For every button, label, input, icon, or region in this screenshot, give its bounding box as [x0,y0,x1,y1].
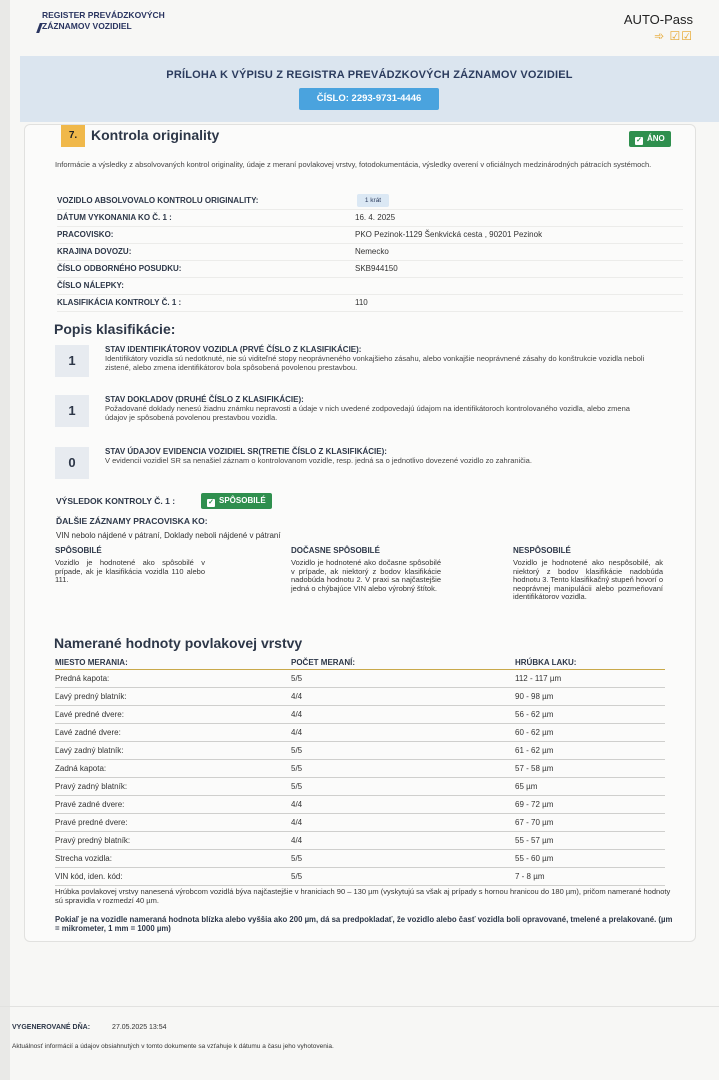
cell-thickness: 112 - 117 µm [515,674,562,683]
cell-thickness: 61 - 62 µm [515,746,554,755]
cell-count: 5/5 [291,854,303,863]
measurements-header [55,656,665,670]
cell-thickness: 56 - 62 µm [515,710,554,719]
cell-count: 4/4 [291,836,303,845]
cell-count: 4/4 [291,800,303,809]
result-badge: ✓ SPÔSOBILÉ [201,493,272,509]
records-text: VIN nebolo nájdené v pátraní, Doklady neboli nájdené v pátraní [56,531,281,540]
car-check-icon: ➾ ☑☑ [654,29,693,43]
check-icon: ✓ [208,499,214,506]
table-row [55,832,665,850]
detail-row: ČÍSLO NÁLEPKY: [57,278,683,295]
cell-count: 4/4 [291,710,303,719]
cell-count: 5/5 [291,674,303,683]
cell-thickness: 55 - 60 µm [515,854,554,863]
measurements-heading: Namerané hodnoty povlakovej vrstvy [54,635,303,651]
records-heading: ĎALŠIE ZÁZNAMY PRACOVISKA KO: [56,516,208,526]
cell-thickness: 55 - 57 µm [515,836,554,845]
measurements-warning: Pokiaľ je na vozidle nameraná hodnota blízka alebo vyššia ako 200 µm, dá sa predpokladať, že vozidlo alebo časť vozidla boli opravované, tmelené a prelakované. (µm = mikrometer, 1 mm = 1000 µm) [55,915,673,933]
section-intro: Informácie a výsledky z absolvovaných kontrol originality, údaje z meraní povlakovej vrstvy, fotodokumentácia, výsledky overení v oficiálnych medzinárodných pátracích systémoch. [55,160,652,169]
originality-check-card: 7. Kontrola originality ✓ ÁNO Informácie a výsledky z absolvovaných kontrol originality, údaje z meraní povlakovej vrstvy, fotodokumentácia, výsledky overení v oficiálnych medzinárodných pátracích systémoch. VOZIDLO ABSOLVOVALO KONTROLU ORIGINALITY: 1 krát DÁTUM VYKONANIA KO Č. 1 : 16. 4. 2025 PRACOVISKO: PKO Pezinok-1129 Šenkvická cesta , 90201 Pezinok KRAJINA DOVOZU: Nemecko ČÍSLO ODBORNÉHO POSUDKU: SKB944150 ČÍSLO NÁLEPKY: KLASIFIKÁCIA KONTROLY Č. 1 : 110 Popis klasifikácie: 1 STAV IDENTIFIKÁTOROV VOZIDLA (PRVÉ ČÍSLO Z KLASIFIKÁCIE): Identifikátory vozidla sú nedotknuté, nie sú viditeľné stopy neoprávneného vonkajšieho zásahu, alebo vonkajšie neoprávnené zásahy do konštrukcie vozidla neboli zistené, alebo zmena identifikátorov bola spôsobená povolenou prestavbou. 1 STAV DOKLADOV (DRUHÉ ČÍSLO Z KLASIFIKÁCIE): Požadované doklady nenesú žiadnu známku nepravosti a údaje v nich uvedené zodpovedajú údajom na identifikátoroch kontrolovaného vozidla, alebo zmena údajov je spôsobená povolenou prestavbou vozidla. 0 STAV ÚDAJOV EVIDENCIA VOZIDIEL SR(TRETIE ČÍSLO Z KLASIFIKÁCIE): V evidencii vozidiel SR sa nenašiel záznam o kontrolovanom vozidle, resp. jedná sa o jednotlivo dovezené vozidlo zo zahraničia. VÝSLEDOK KONTROLY Č. 1 : ✓ SPÔSOBILÉ ĎALŠIE ZÁZNAMY PRACOVISKA KO: VIN nebolo nájdené v pátraní, Doklady neboli nájdené v pátraní SPÔSOBILÉ Vozidlo je hodnotené ako spôsobilé v prípade, ak je klasifikácia vozidla 110 alebo 111. DOČASNE SPÔSOBILÉ Vozidlo je hodnotené ako dočasne spôsobilé v prípade, ak niektorý z bodov klasifikácie nadobúda hodnotu 2. V praxi sa najčastejšie jedná o chýbajúce VIN alebo výrobný štítok. NESPÔSOBILÉ Vozidlo je hodnotené ako nespôsobilé, ak niektorý z bodov klasifikácie nadobúda hodnotu 3. Tento klasifikačný stupeň hovorí o neoprávnej manipulácii alebo pozmeňovaní identifikátorov vozidla. Namerané hodnoty povlakovej vrstvy MIESTO MERANIA: POČET MERANÍ: HRÚBKA LAKU: Predná kapota: 5/5 112 - 117 µm Ľavý predný blatník: 4/4 90 - 98 µm Ľavé predné dvere: 4/4 56 - 62 µm Ľavé zadné dvere: 4/4 60 - 62 µm Ľavý zadný blatník: 5/5 61 - 62 µm Zadná kapota: 5/5 57 - 58 µm Pravý zadný blatník: 5/5 65 µm Pravé zadné dvere: 4/4 69 - 72 µm Pravé predné dvere: 4/4 67 - 70 µm Pravý predný blatník: 4/4 55 - 57 µm Strecha vozidla: 5/5 55 - 60 µm VIN kód, iden. kód: 5/5 7 - 8 µm Hrúbka povlakovej vrstvy nanesená výrobcom vozidlá býva najčastejšie v hraniciach 90 – 130 µm (vyskytujú sa však aj prípady s hornou hranicou do 180 µm), pričom namerané hodnoty sú spravidla v rozmedzí 40 µm. Pokiaľ je na vozidle nameraná hodnota blízka alebo vyššia ako 200 µm, dá sa predpokladať, že vozidlo alebo časť vozidla boli opravované, tmelené a prelakované. (µm = mikrometer, 1 mm = 1000 µm) [24,124,696,942]
cell-thickness: 57 - 58 µm [515,764,554,773]
detail-row: KRAJINA DOVOZU: Nemecko [57,244,683,261]
cell-location: Pravé predné dvere: [55,818,128,827]
table-row [55,868,665,886]
detail-row: VOZIDLO ABSOLVOVALO KONTROLU ORIGINALITY: 1 krát [57,193,683,210]
column-location: MIESTO MERANIA: [55,658,128,667]
cell-thickness: 69 - 72 µm [515,800,554,809]
document-header-band [20,56,719,122]
table-row [55,724,665,742]
legend-incapable: NESPÔSOBILÉ Vozidlo je hodnotené ako nespôsobilé, ak niektorý z bodov klasifikácie nadobúda hodnotu 3. Tento klasifikačný stupeň hovorí o neoprávnej manipulácii alebo pozmeňovaní identifikátorov vozidla. [513,546,663,601]
detail-row: ČÍSLO ODBORNÉHO POSUDKU: SKB944150 [57,261,683,278]
cell-location: VIN kód, iden. kód: [55,872,123,881]
generated-info [12,1024,167,1031]
legend-capable: SPÔSOBILÉ Vozidlo je hodnotené ako spôsobilé v prípade, ak je klasifikácia vozidla 110 alebo 111. [55,546,205,584]
table-row [55,688,665,706]
section-number: 7. [61,125,85,147]
cell-location: Pravý zadný blatník: [55,782,128,791]
legend-temporarily-capable: DOČASNE SPÔSOBILÉ Vozidlo je hodnotené ako dočasne spôsobilé v prípade, ak niektorý z bodov klasifikácie nadobúda hodnotu 2. V praxi sa najčastejšie jedná o chýbajúce VIN alebo výrobný štítok. [291,546,441,593]
table-row [55,796,665,814]
register-logo-line1: REGISTER PREVÁDZKOVÝCH [42,10,165,20]
cell-location: Ľavé predné dvere: [55,710,124,719]
result-label: VÝSLEDOK KONTROLY Č. 1 : [56,496,176,506]
cell-location: Pravé zadné dvere: [55,800,125,809]
cell-thickness: 67 - 70 µm [515,818,554,827]
table-row [55,814,665,832]
cell-count: 5/5 [291,746,303,755]
brand-name: AUTO-Pass [623,12,693,27]
document-title: PRÍLOHA K VÝPISU Z REGISTRA PREVÁDZKOVÝCH ZÁZNAMOV VOZIDIEL [166,69,573,81]
table-row [55,670,665,688]
detail-row: PRACOVISKO: PKO Pezinok-1129 Šenkvická cesta , 90201 Pezinok [57,227,683,244]
cell-count: 4/4 [291,728,303,737]
cell-count: 4/4 [291,818,303,827]
table-row [55,760,665,778]
detail-row: KLASIFIKÁCIA KONTROLY Č. 1 : 110 [57,295,683,312]
cell-count: 5/5 [291,764,303,773]
cell-thickness: 60 - 62 µm [515,728,554,737]
count-pill: 1 krát [357,194,389,207]
cell-location: Ľavé zadné dvere: [55,728,121,737]
disclaimer: Aktuálnosť informácií a údajov obsiahnutých v tomto dokumente sa vzťahuje k dátumu a času jeho vyhotovenia. [12,1043,334,1050]
generated-label: VYGENEROVANÉ DŇA: [12,1024,91,1031]
auto-pass-logo [624,12,693,43]
cell-count: 5/5 [291,782,303,791]
cell-location: Pravý predný blatník: [55,836,131,845]
table-row [55,850,665,868]
cell-count: 4/4 [291,692,303,701]
table-row [55,742,665,760]
generated-value: 27.05.2025 13:54 [112,1024,167,1031]
cell-location: Strecha vozidla: [55,854,112,863]
footer-divider [0,1006,719,1007]
section-status-badge: ✓ ÁNO [629,131,671,147]
cell-location: Predná kapota: [55,674,110,683]
cell-thickness: 7 - 8 µm [515,872,545,881]
register-logo-line2: ZÁZNAMOV VOZIDIEL [42,21,132,31]
column-thickness: HRÚBKA LAKU: [515,658,577,667]
section-title: Kontrola originality [91,127,220,143]
cell-thickness: 65 µm [515,782,538,791]
register-logo [42,10,165,32]
detail-row: DÁTUM VYKONANIA KO Č. 1 : 16. 4. 2025 [57,210,683,227]
cell-location: Ľavý predný blatník: [55,692,127,701]
cell-count: 5/5 [291,872,303,881]
cell-location: Zadná kapota: [55,764,107,773]
cell-location: Ľavý zadný blatník: [55,746,124,755]
table-row [55,778,665,796]
check-icon: ✓ [636,137,642,144]
classification-heading: Popis klasifikácie: [54,321,176,337]
cell-thickness: 90 - 98 µm [515,692,554,701]
column-count: POČET MERANÍ: [291,658,355,667]
document-number: ČÍSLO: 2293-9731-4446 [299,88,439,110]
table-row [55,706,665,724]
measurements-note: Hrúbka povlakovej vrstvy nanesená výrobcom vozidlá býva najčastejšie v hraniciach 90 – 130 µm (vyskytujú sa však aj prípady s hornou hranicou do 180 µm), pričom namerané hodnoty sú spravidla v rozmedzí 40 µm. [55,887,671,905]
